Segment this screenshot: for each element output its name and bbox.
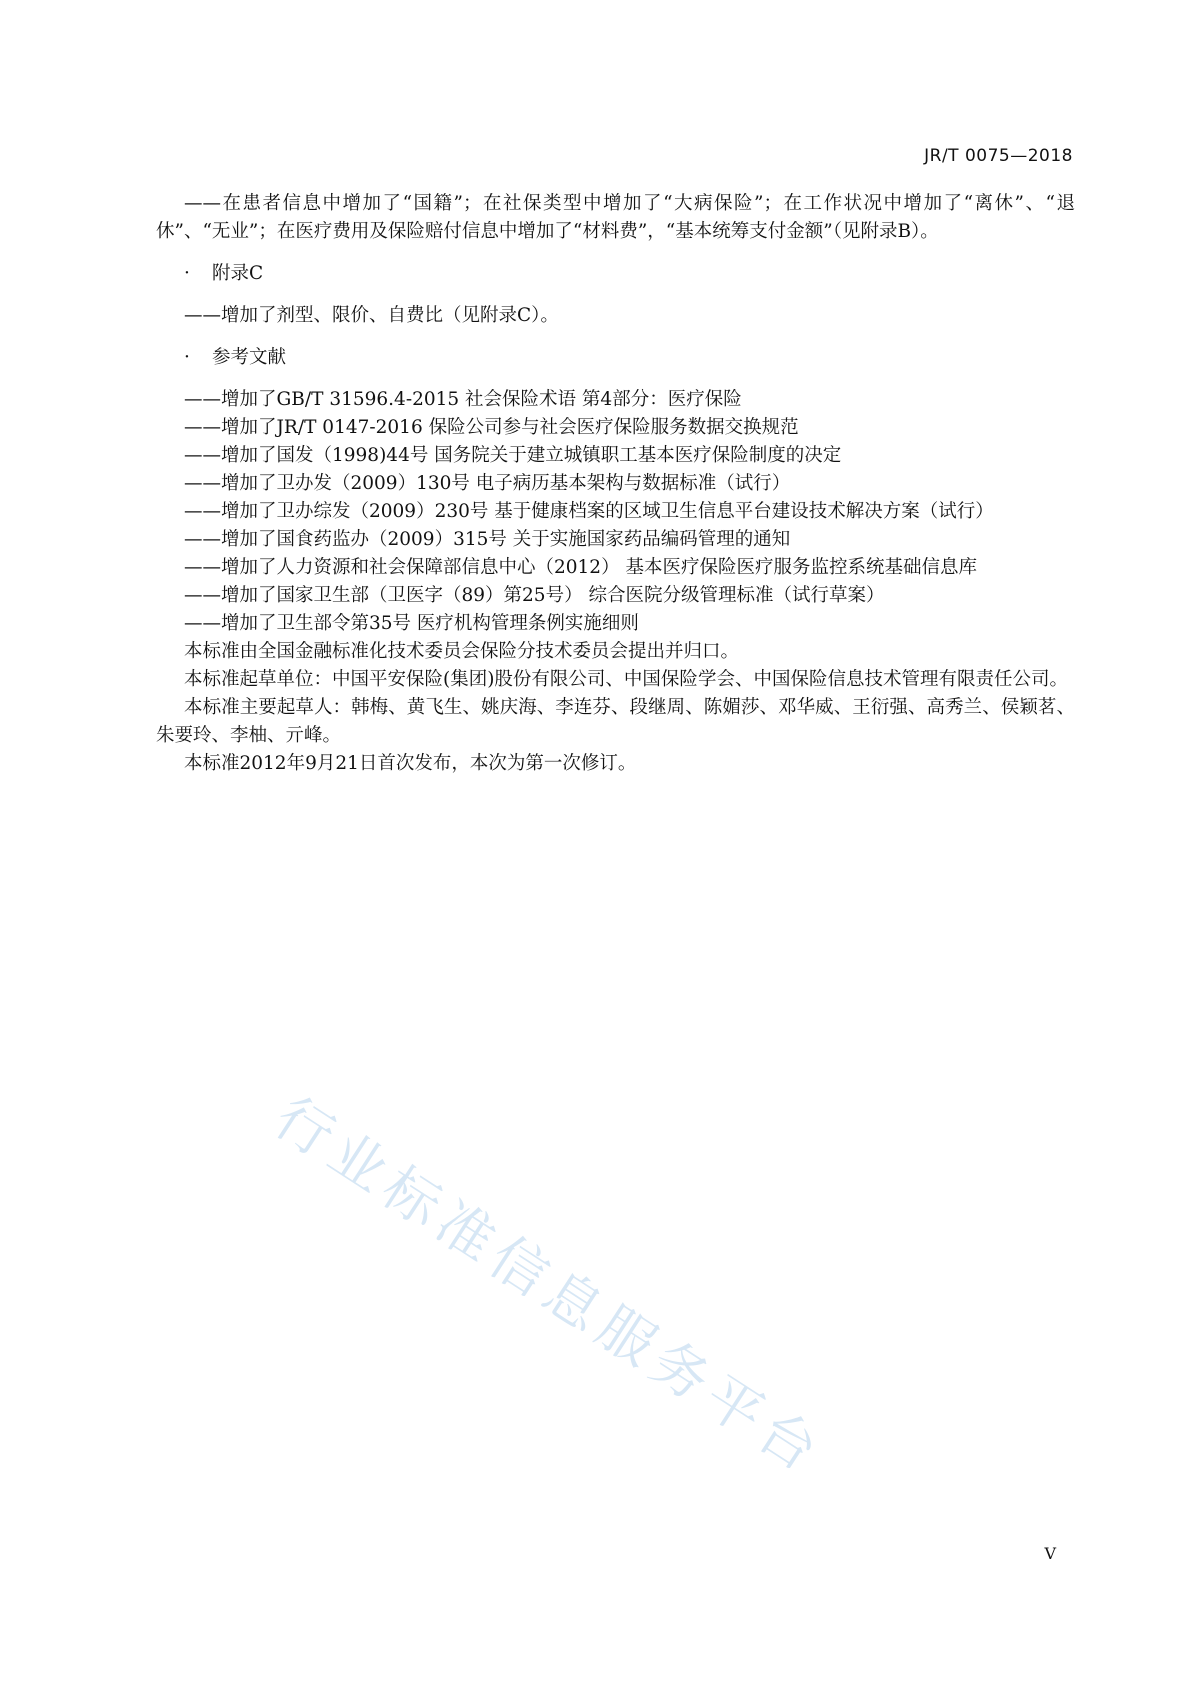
proposer-statement: 本标准由全国金融标准化技术委员会保险分技术委员会提出并归口。 [184,641,740,662]
appendix-c-heading [184,260,1075,288]
bullet-icon: · [184,263,190,284]
appendix-c-item: ——增加了剂型、限价、自费比（见附录C）。 [184,305,559,326]
bullet-icon: · [184,347,190,368]
references-title: 参考文献 [212,347,287,368]
reference-item: ——增加了国家卫生部（卫医字（89）第25号） 综合医院分级管理标准（试行草案） [184,585,885,606]
reference-item: ——增加了国发（1998)44号 国务院关于建立城镇职工基本医疗保险制度的决定 [184,445,842,466]
standard-code: JR/T 0075—2018 [924,146,1073,166]
references-heading [184,344,1075,372]
publication-history: 本标准2012年9月21日首次发布，本次为第一次修订。 [184,753,637,774]
page-body [156,190,1075,778]
reference-item: ——增加了卫办发（2009）130号 电子病历基本架构与数据标准（试行） [184,473,791,494]
page-number: V [1044,1544,1056,1563]
reference-item: ——增加了人力资源和社会保障部信息中心（2012） 基本医疗保险医疗服务监控系统基础信息库 [184,557,977,578]
reference-item: ——增加了GB/T 31596.4-2015 社会保险术语 第4部分：医疗保险 [184,389,742,410]
watermark-text: 行业标准信息服务平台 [263,1085,836,1489]
appendix-c-title: 附录C [212,263,264,284]
change-paragraph: ——在患者信息中增加了“国籍”；在社保类型中增加了“大病保险”；在工作状况中增加了“离休”、“退休”、“无业”；在医疗费用及保险赔付信息中增加了“材料费”，“基本统筹支付金额”（见附录B）。 [156,193,1075,242]
reference-item: ——增加了JR/T 0147-2016 保险公司参与社会医疗保险服务数据交换规范 [184,417,799,438]
reference-item: ——增加了卫生部令第35号 医疗机构管理条例实施细则 [184,613,639,634]
drafting-units-statement: 本标准起草单位：中国平安保险(集团)股份有限公司、中国保险学会、中国保险信息技术管理有限责任公司。 [184,669,1068,690]
reference-item: ——增加了国食药监办（2009）315号 关于实施国家药品编码管理的通知 [184,529,791,550]
drafters-statement: 本标准主要起草人：韩梅、黄飞生、姚庆海、李连芬、段继周、陈媚莎、邓华威、王衍强、高秀兰、侯颖茗、朱要玲、李柚、亓峰。 [156,697,1075,746]
reference-item: ——增加了卫办综发（2009）230号 基于健康档案的区域卫生信息平台建设技术解决方案（试行） [184,501,994,522]
